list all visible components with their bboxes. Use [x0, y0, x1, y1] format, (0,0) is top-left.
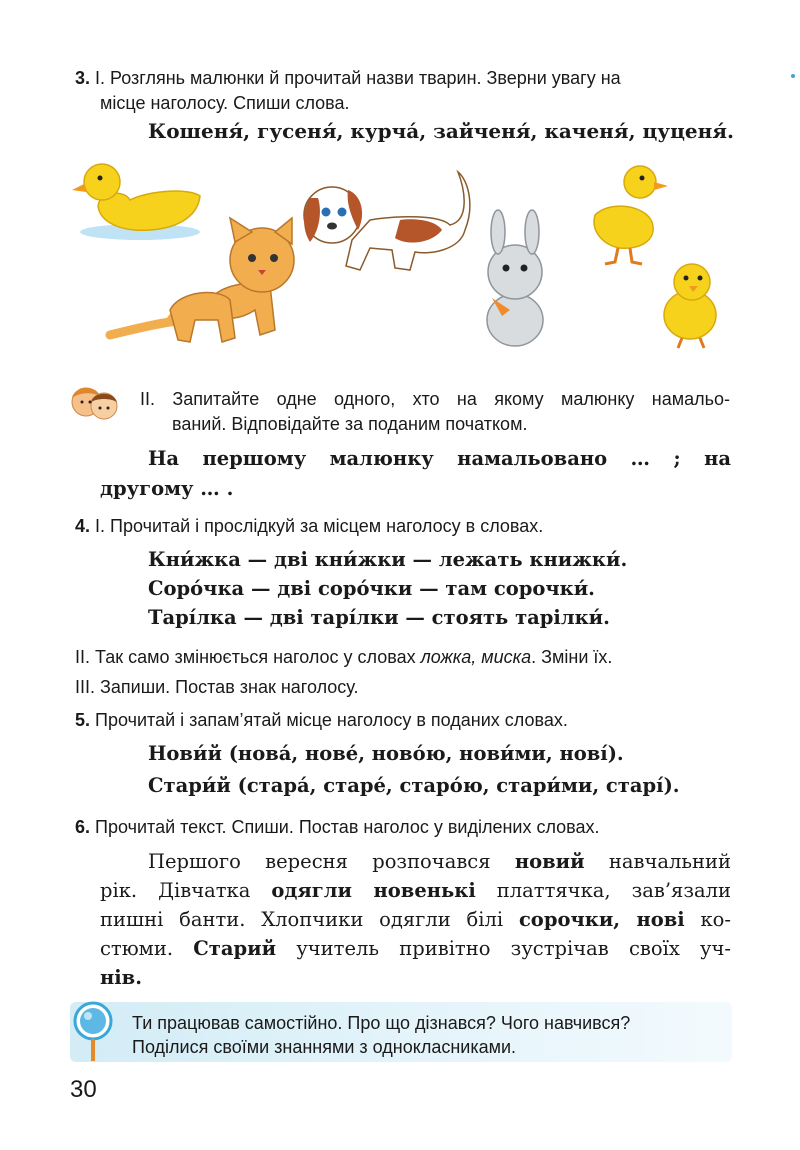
task4-example-3: Тарі́лка — дві тарі́лки — стоять тарілки́.	[148, 606, 610, 629]
task3-words: Кошеня́, гусеня́, курча́, зайченя́, каченя́, цуценя́.	[148, 119, 734, 143]
highlighted-word: нові	[636, 908, 685, 931]
task4-part2-prefix: II. Так само змінюється наголос у словах	[75, 647, 421, 667]
task6-text-line3	[100, 905, 731, 934]
task3-part1-line2: місце наголосу. Спиши слова.	[100, 93, 350, 113]
gosling-picture	[594, 166, 668, 264]
task6-text-line5: нів.	[100, 966, 143, 989]
task5-instruction: Прочитай і запам’ятай місце наголосу в поданих словах.	[95, 710, 568, 730]
task4-number: 4.	[75, 516, 91, 536]
duck-picture	[72, 164, 200, 240]
task3-line1	[75, 66, 621, 91]
task6-text-line4	[100, 934, 731, 963]
page-number: 30	[70, 1076, 97, 1103]
task6-instruction: Прочитай текст. Спиши. Постав наголос у виділених словах.	[95, 817, 600, 837]
highlighted-word: сорочки	[518, 908, 614, 931]
chick-picture	[664, 264, 716, 348]
bunny-picture	[487, 210, 543, 346]
task6-line1	[75, 815, 600, 840]
self-check-line1: Ти працював самостійно. Про що дізнався? Чого навчився?	[132, 1013, 631, 1033]
task4-part2-suffix: . Зміни їх.	[531, 647, 613, 667]
highlighted-word: новий	[514, 850, 585, 873]
text-fragment: учитель привітно зустрічав своїх уч-	[276, 937, 732, 960]
task4-example-2: Соро́чка — дві соро́чки — там сорочки́.	[148, 577, 595, 600]
highlighted-word: одягли новенькі	[271, 879, 476, 902]
task5-example-2: Стари́й (стара́, старе́, старо́ю, стари́ми, старі́).	[148, 774, 680, 797]
text-fragment: рік. Дівчатка	[100, 879, 272, 902]
task4-line1	[75, 514, 543, 539]
task4-part2-italic-words: ложка, миска	[420, 647, 532, 667]
text-fragment: Першого вересня розпочався	[148, 850, 515, 873]
text-fragment: стюми.	[100, 937, 194, 960]
task4-part1: I. Прочитай і прослідкуй за місцем наголосу в словах.	[95, 516, 544, 536]
task3-answer-line1: На першому малюнку намальовано … ; на	[148, 447, 731, 470]
task4-part2	[75, 645, 612, 670]
task3-part2-line1: II. Запитайте одне одного, хто на якому малюнку намальо-	[140, 389, 730, 409]
margin-dot	[791, 74, 795, 78]
text-fragment: ,	[613, 908, 637, 931]
animals-illustration	[70, 160, 740, 355]
task3-number: 3.	[75, 68, 91, 88]
magnifier-icon	[72, 1000, 114, 1064]
task6-text-line2	[100, 876, 731, 905]
text-fragment: ко-	[684, 908, 732, 931]
task6-number: 6.	[75, 817, 91, 837]
self-check-line2: Поділися своїми знаннями з однокласниками.	[132, 1037, 517, 1057]
text-fragment: платтячка, зав’язали	[475, 879, 731, 902]
task4-part3: III. Запиши. Постав знак наголосу.	[75, 677, 359, 697]
text-fragment: пишні банти. Хлопчики одягли білі	[100, 908, 519, 931]
task4-example-1: Кни́жка — дві кни́жки — лежать книжки́.	[148, 548, 628, 571]
task3-part2-line2: ваний. Відповідайте за поданим початком.	[172, 414, 528, 434]
text-fragment: навчальний	[584, 850, 732, 873]
highlighted-word: Старий	[193, 937, 277, 960]
task5-line1	[75, 708, 568, 733]
task5-example-1: Нови́й (нова́, нове́, ново́ю, нови́ми, нові́).	[148, 742, 624, 765]
puppy-picture	[304, 172, 470, 270]
task6-text-line1	[148, 847, 731, 876]
pair-work-icon	[68, 382, 122, 422]
task3-answer-line2: другому … .	[100, 477, 234, 500]
task3-part1-line1: I. Розглянь малюнки й прочитай назви тварин. Зверни увагу на	[95, 68, 621, 88]
task5-number: 5.	[75, 710, 91, 730]
